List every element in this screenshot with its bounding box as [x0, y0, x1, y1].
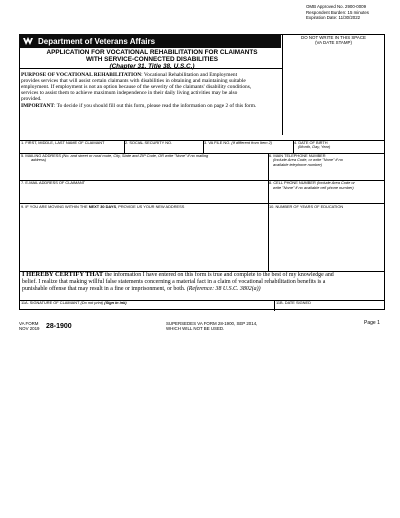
- field-claimant-name[interactable]: 1. FIRST, MIDDLE, LAST NAME OF CLAIMANT: [21, 139, 105, 145]
- important-note: IMPORTANT: To decide if you should fill out this form, please read the information on page 2 of this form.: [21, 103, 257, 109]
- field-ssn[interactable]: 2. SOCIAL SECURITY NO.: [125, 139, 173, 145]
- omb-expiration: Expiration Date: 11/30/2022: [306, 15, 361, 21]
- omb-info: [306, 4, 396, 21]
- field-signature[interactable]: 11A. SIGNATURE OF CLAIMANT (Do not print) (Sign in ink): [21, 299, 127, 305]
- purpose-heading: PURPOSE OF VOCATIONAL REHABILITATION: [21, 72, 142, 78]
- field-date-of-birth[interactable]: 4. DATE OF BIRTH (Month, Day, Year): [294, 139, 331, 150]
- department-name: Department of Veterans Affairs: [38, 36, 156, 46]
- omb-approved: OMB Approved No. 2900-0009: [306, 4, 367, 9]
- page-number: Page 1: [364, 320, 380, 326]
- supersedes-note: SUPERSEDES VA FORM 28-1900, SEP 2014, WHICH WILL NOT BE USED.: [166, 321, 258, 331]
- field-email[interactable]: 7. E-MAIL ADDRESS OF CLAIMANT: [21, 180, 86, 185]
- right-col-divider: [268, 153, 269, 271]
- stamp-divider: [282, 35, 283, 135]
- field-main-telephone[interactable]: 6. MAIN TELEPHONE NUMBER (Include Area Code, or write "None" if no available telephone number): [269, 152, 343, 167]
- omb-burden: Respondent Burden: 15 minutes: [306, 9, 369, 15]
- certification-statement: I HEREBY CERTIFY THAT the information I have entered on this form is true and complete to the best of my knowledge and belief. I realize that making willful false statements concerning a material fact in a claim of vocational rehabilitation benefits is a punishable offense that may result in a fine or imprisonment, or both. (Reference: 38 U.S.C. 3802(a)): [22, 271, 334, 292]
- field-years-education[interactable]: 10. NUMBER OF YEARS OF EDUCATION: [269, 203, 344, 209]
- form-title: APPLICATION FOR VOCATIONAL REHABILITATION FOR CLAIMANTS WITH SERVICE-CONNECTED DISABILITIES (Chapter 31, Title 38, U.S.C.): [46, 49, 258, 70]
- purpose-section: PURPOSE OF VOCATIONAL REHABILITATION: Vocational Rehabilitation and Employment provides services that will assist certain claimants with disabilities in obtaining and maintaining suitable employment. If employment is not an option because of the severity of the claimants' disability conditions, services to assist them to achieve maximum independence in their daily living activities may be also provided.: [21, 72, 252, 103]
- form-number: 28-1900: [46, 323, 72, 330]
- footer-va-form: VA FORM NOV 2019: [19, 321, 40, 331]
- field-va-file-no[interactable]: 3. VA FILE NO. (If different from Item 2): [204, 139, 273, 145]
- certify-heading: I HEREBY CERTIFY THAT: [22, 271, 104, 278]
- signature-divider: [274, 300, 275, 311]
- field-cell-phone[interactable]: 8. CELL PHONE NUMBER (Include Area Code or write "None" if no available cell phone number): [269, 180, 355, 190]
- field-new-address[interactable]: 9. IF YOU ARE MOVING WITHIN THE NEXT 30 DAYS, PROVIDE US YOUR NEW ADDRESS: [21, 203, 185, 209]
- va-date-stamp-box: DO NOT WRITE IN THIS SPACE (VA DATE STAMP): [301, 35, 366, 45]
- field-mailing-address[interactable]: 5. MAILING ADDRESS (No. and street or rural route, City, State and ZIP Code, OR write "None" if no mailing address): [21, 152, 209, 163]
- va-seal-icon: [22, 36, 34, 47]
- important-heading: IMPORTANT: [21, 103, 54, 109]
- field-date-signed[interactable]: 11B. DATE SIGNED: [276, 299, 311, 305]
